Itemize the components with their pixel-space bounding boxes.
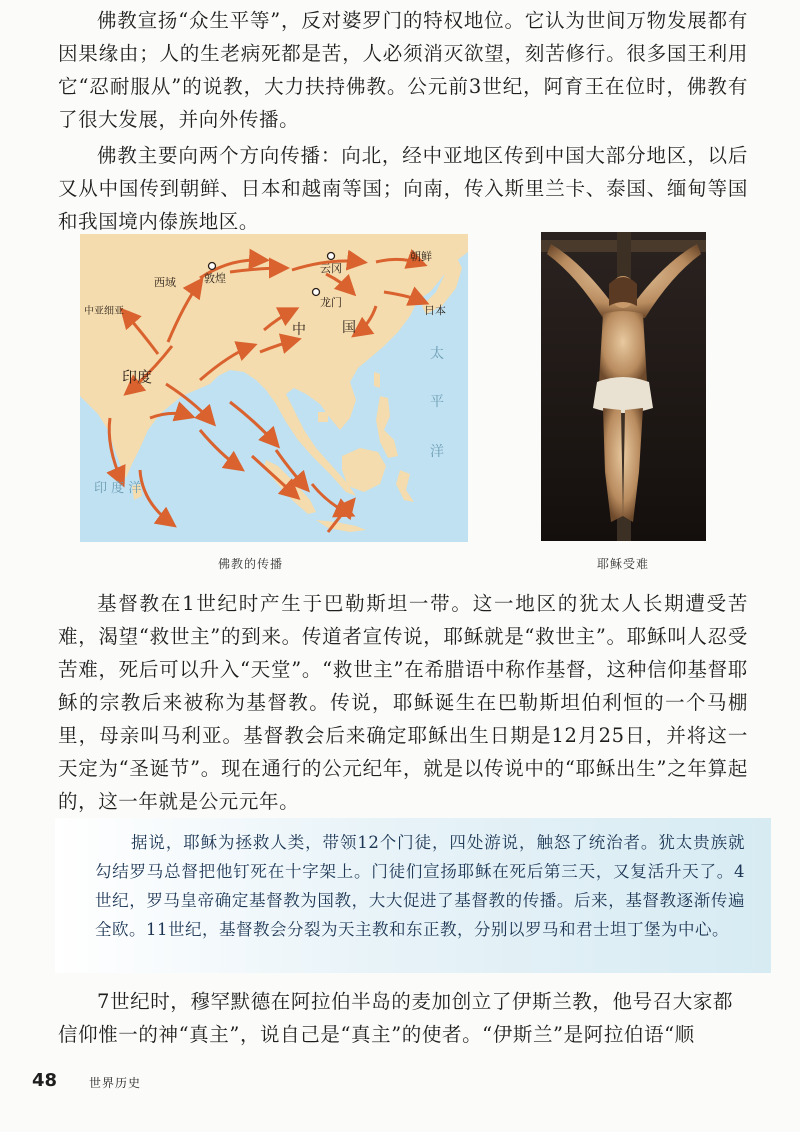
- map-label-zhongya: 中亚细亚: [84, 306, 124, 317]
- map-label-yinduyang: 印 度 洋: [94, 481, 142, 496]
- paragraph-buddhism-spread: 佛教主要向两个方向传播：向北，经中亚地区传到中国大部分地区，以后又从中国传到朝鲜、日本和越南等国；向南，传入斯里兰卡、泰国、缅甸等国和我国境内傣族地区。: [58, 144, 748, 233]
- figure-torso: [599, 311, 647, 388]
- paragraph-islam: [58, 985, 748, 1051]
- paragraph-buddhism-doctrine: 佛教宣扬“众生平等”，反对婆罗门的特权地位。它认为世间万物发展都有因果缘由；人的生老病死都是苦，人必须消灭欲望，刻苦修行。很多国王利用它“忍耐服从”的说教，大力扶持佛教。公元前3世纪，阿育王在位时，佛教有了很大发展，并向外传播。: [58, 9, 748, 131]
- map-label-yang: 洋: [430, 444, 444, 460]
- map-marker-dunhuang: [209, 263, 216, 270]
- figure-loincloth: [593, 377, 653, 413]
- map-marker-yungang: [328, 253, 335, 260]
- map-label-yungang: 云冈: [320, 262, 342, 275]
- paragraph-islam-line-2: 信仰惟一的神“真主”，说自己是“真主”的使者。“伊斯兰”是阿拉伯语“顺: [58, 1023, 695, 1046]
- map-label-xiyu: 西域: [154, 276, 176, 289]
- christianity-note-box: [55, 818, 771, 973]
- painting-caption: 耶稣受难: [597, 557, 650, 571]
- map-label-riben: 日本: [424, 304, 446, 317]
- map-label-longmen: 龙门: [320, 296, 342, 309]
- map-land-taiwan: [374, 372, 380, 388]
- crucifixion-painting: [541, 232, 706, 541]
- map-marker-longmen: [313, 289, 320, 296]
- map-label-guo: 国: [342, 320, 356, 336]
- map-label-ping: 平: [430, 394, 444, 410]
- map-label-zhong: 中: [292, 322, 306, 338]
- map-caption: 佛教的传播: [218, 557, 284, 571]
- buddhism-spread-map: [80, 234, 468, 542]
- map-label-tai: 太: [430, 346, 444, 362]
- paragraph-christianity: 基督教在1世纪时产生于巴勒斯坦一带。这一地区的犹太人长期遭受苦难，渴望“救世主”的到来。传道者宣传说，耶稣就是“救世主”。耶稣叫人忍受苦难，死后可以升入“天堂”。“救世主”在希腊语中称作基督，这种信仰基督耶稣的宗教后来被称为基督教。传说，耶稣诞生在巴勒斯坦伯利恒的一个马棚里，母亲叫马利亚。基督教会后来确定耶稣出生日期是12月25日，并将这一天定为“圣诞节”。现在通行的公元纪年，就是以传说中的“耶稣出生”之年算起的，这一年就是公元元年。: [58, 592, 748, 813]
- book-title: 世界历史: [89, 1076, 142, 1090]
- map-land-hainan: [318, 412, 328, 422]
- christianity-note-text: 据说，耶稣为拯救人类，带领12个门徒，四处游说，触怒了统治者。犹太贵族就勾结罗马总督把他钉死在十字架上。门徒们宣扬耶稣在死后第三天，又复活升天了。4世纪，罗马皇帝确定基督教为国教，大大促进了基督教的传播。后来，基督教逐渐传遍全欧。11世纪，基督教会分裂为天主教和东正教，分别以罗马和君士坦丁堡为中心。: [95, 833, 745, 939]
- map-label-chaoxian: 朝鲜: [410, 250, 432, 263]
- map-label-dunhuang: 敦煌: [204, 272, 226, 285]
- map-label-yindu: 印度: [122, 368, 153, 386]
- paragraph-islam-line-1: 7世纪时，穆罕默德在阿拉伯半岛的麦加创立了伊斯兰教，他号召大家都: [97, 990, 734, 1013]
- page-number: 48: [32, 1070, 58, 1091]
